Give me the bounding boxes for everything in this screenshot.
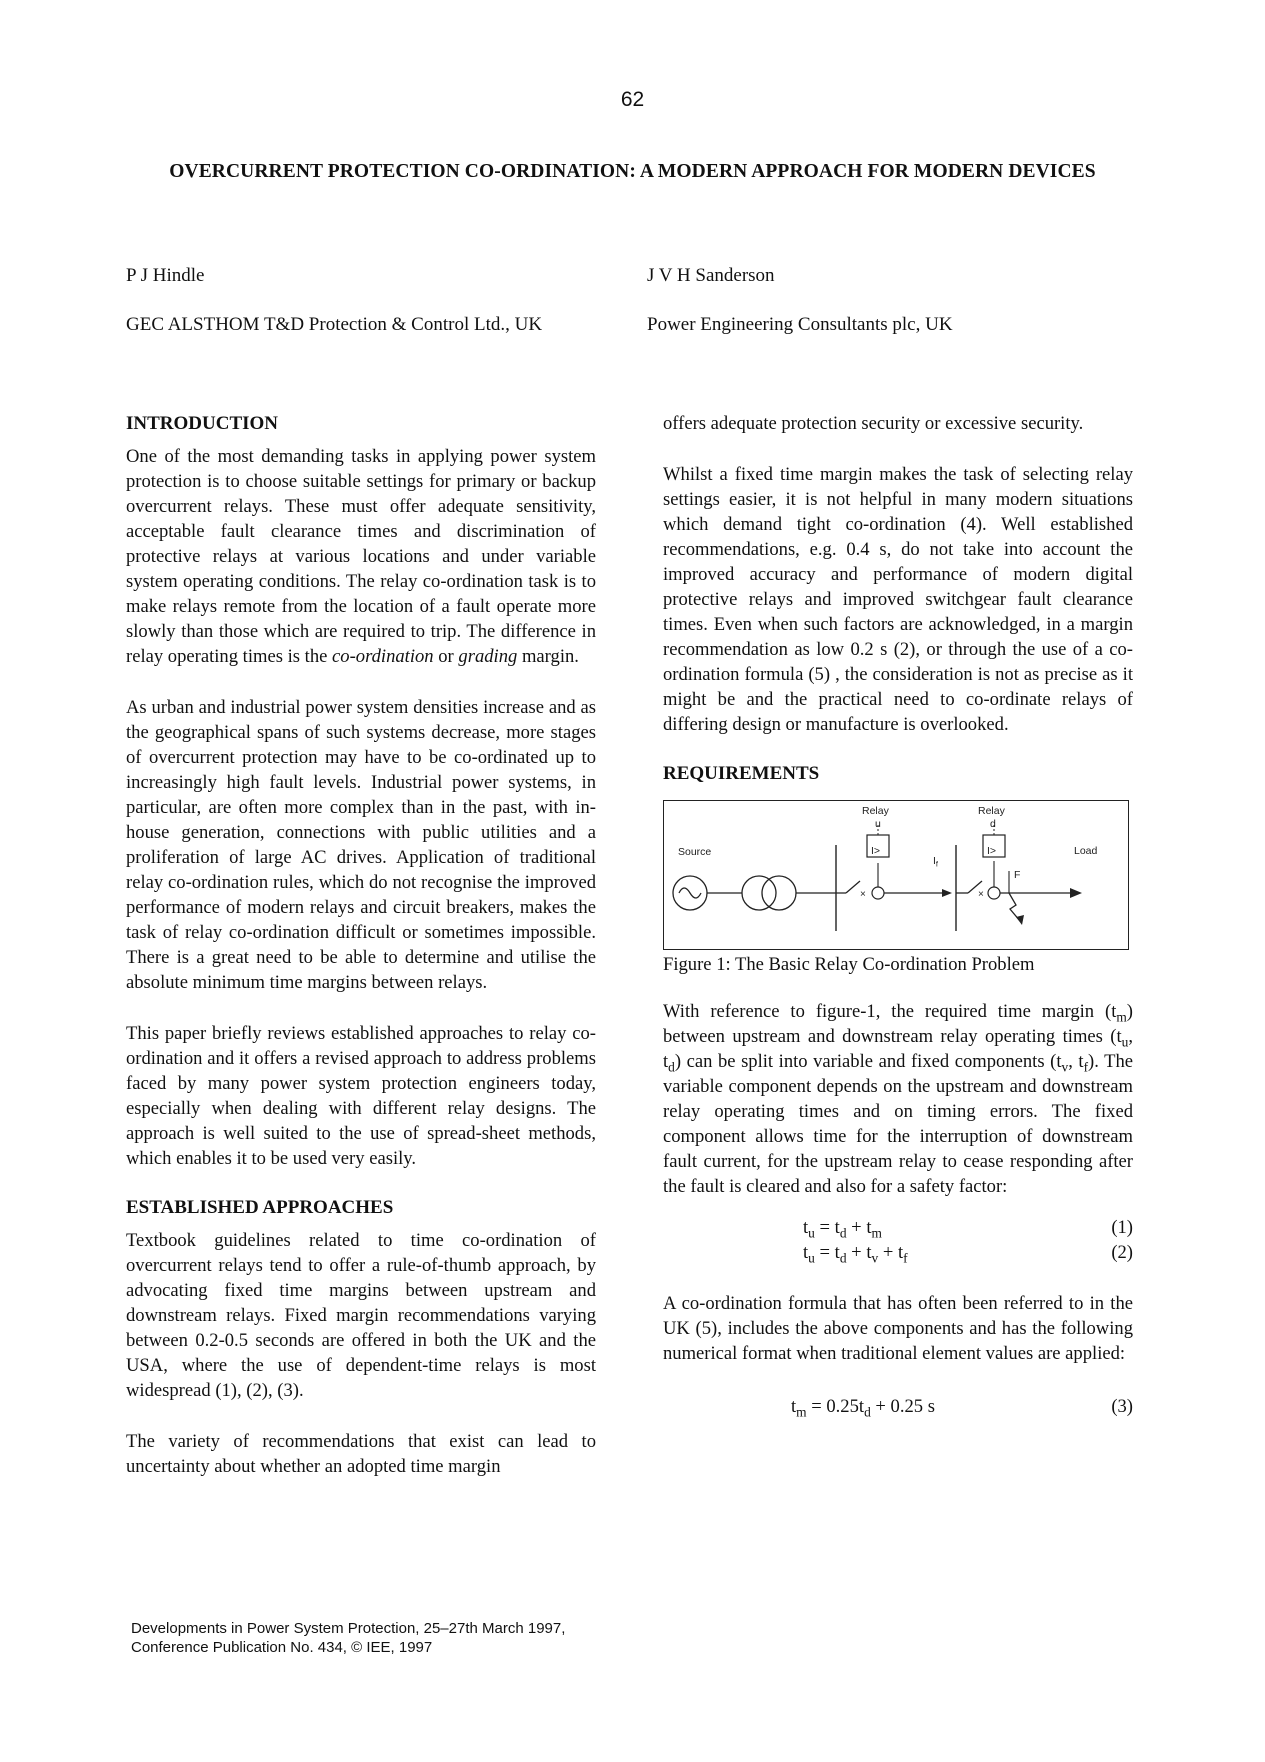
author-1-name: P J Hindle	[126, 265, 205, 286]
left-column	[126, 411, 596, 1479]
svg-text:×: ×	[978, 889, 984, 900]
load-arrow-icon	[1070, 888, 1082, 898]
svg-text:×: ×	[860, 889, 866, 900]
author-1-affiliation: GEC ALSTHOM T&D Protection & Control Ltd., UK	[126, 314, 543, 335]
equation-1: $t_u = t_d + t_m$ (1)	[803, 1217, 1133, 1241]
figure-1	[663, 800, 1129, 950]
downstream-ct-symbol	[988, 887, 1000, 899]
footer	[131, 1619, 565, 1657]
upstream-breaker-symbol	[846, 881, 860, 893]
established-paragraph-2-end: offers adequate protection security or excessive security.	[663, 413, 1084, 434]
requirements-paragraph-1: With reference to figure-1, the required time margin $(t_m)$ between upstream and downstream relay operating times ($t_u$, $t_d$) can be split into variable and fixed components ($t_v$, $t_f$). The variable component depends on the upstream and downstream relay operating times and on timing errors. The fixed component allows time for the interruption of downstream fault current, for the upstream relay to cease responding after the fault is cleared and also for a safety factor:	[663, 1001, 1133, 1197]
equation-3: $t_m = 0.25t_d + 0.25$ s (3)	[791, 1396, 1133, 1420]
author-2-affiliation: Power Engineering Consultants plc, UK	[647, 314, 953, 335]
sine-wave-icon	[679, 888, 701, 898]
equation-2: $t_u = t_d + t_v + t_f$ (2)	[803, 1242, 1133, 1266]
upstream-ct-symbol	[872, 887, 884, 899]
relay-u-sub-label: u	[875, 818, 881, 830]
established-approaches-heading: ESTABLISHED APPROACHES	[126, 1197, 394, 1218]
figure-1-caption: Figure 1: The Basic Relay Co-ordination Problem	[663, 954, 1035, 975]
right-column	[663, 411, 1133, 1419]
introduction-heading: INTRODUCTION	[126, 413, 279, 434]
footer-line-1: Developments in Power System Protection, 25–27th March 1997,	[131, 1620, 566, 1637]
footer-line-2: Conference Publication No. 434, © IEE, 1997	[131, 1639, 433, 1656]
transformer-winding-1	[742, 876, 776, 910]
introduction-paragraph-2: As urban and industrial power system densities increase and as the geographical spans of such systems decrease, more stages of overcurrent protection may have to be co-ordinated up to increasingly high fault levels. Industrial power systems, in particular, are often more complex than in the past, with in-house generation, connections with public utilities and a proliferation of large AC drives. Application of traditional relay co-ordination rules, which do not recognise the improved performance of modern relays and circuit breakers, makes the task of relay co-ordination difficult or sometimes impossible. There is a great need to be able to determine and utilise the absolute minimum time margins between relays.	[126, 697, 596, 993]
introduction-paragraph-1: One of the most demanding tasks in applying power system protection is to choose suitable settings for primary or backup overcurrent relays. These must offer adequate sensitivity, acceptable fault clearance times and discrimination of protective relays at various locations and under variable system operating conditions. The relay co-ordination task is to make relays remote from the location of a fault operate more slowly than those which are required to trip. The difference in relay operating times is the co-ordination or grading margin.	[126, 446, 596, 667]
established-paragraph-1: Textbook guidelines related to time co-ordination of overcurrent relays tend to offer a rule-of-thumb approach, by advocating fixed time margins between upstream and downstream relays. Fixed margin recommendations varying between 0.2-0.5 seconds are offered in both the UK and the USA, where the use of dependent-time relays is most widespread (1), (2), (3).	[126, 1230, 596, 1401]
load-label: Load	[1074, 845, 1098, 857]
relay-d-label: Relay	[978, 805, 1005, 817]
paper-title: OVERCURRENT PROTECTION CO-ORDINATION: A MODERN APPROACH FOR MODERN DEVICES	[169, 161, 1096, 182]
relay-u-symbol: I>	[871, 845, 881, 857]
transformer-winding-2	[762, 876, 796, 910]
author-2-name: J V H Sanderson	[647, 265, 775, 286]
established-paragraph-3: Whilst a fixed time margin makes the task of selecting relay settings easier, it is not helpful in many modern situations which demand tight co-ordination (4). Well established recommendations, e.g. 0.4 s, do not take into account the improved accuracy and performance of modern digital protective relays and improved switchgear fault clearance times. Even when such factors are acknowledged, in a margin recommendation as low 0.2 s (2), or through the use of a co-ordination formula (5) , the consideration is not as precise as it might be and the practical need to co-ordinate relays of differing design or manufacture is overlooked.	[663, 464, 1133, 735]
introduction-paragraph-3: This paper briefly reviews established approaches to relay co-ordination and it offers a revised approach to address problems faced by many power system protection engineers today, especially when dealing with different relay designs. The approach is well suited to the use of spread-sheet methods, which enables it to be used very easily.	[126, 1023, 596, 1169]
fault-current-label: $I_f$	[933, 855, 939, 869]
relay-d-sub-label: d	[990, 818, 996, 830]
requirements-paragraph-2: A co-ordination formula that has often been referred to in the UK (5), includes the above components and has the following numerical format when traditional element values are applied:	[663, 1293, 1133, 1364]
page-number: 62	[620, 88, 645, 111]
fault-current-arrow-icon	[942, 889, 952, 897]
fault-label: F	[1014, 869, 1021, 881]
relay-u-label: Relay	[862, 805, 889, 817]
requirements-heading: REQUIREMENTS	[663, 763, 820, 784]
source-label: Source	[678, 846, 712, 858]
relay-d-symbol: I>	[987, 845, 997, 857]
relay-coordination-diagram	[664, 801, 1128, 949]
equation-block	[663, 1215, 1133, 1265]
established-paragraph-2-start: The variety of recommendations that exist can lead to uncertainty about whether an adopted time margin	[126, 1431, 596, 1477]
